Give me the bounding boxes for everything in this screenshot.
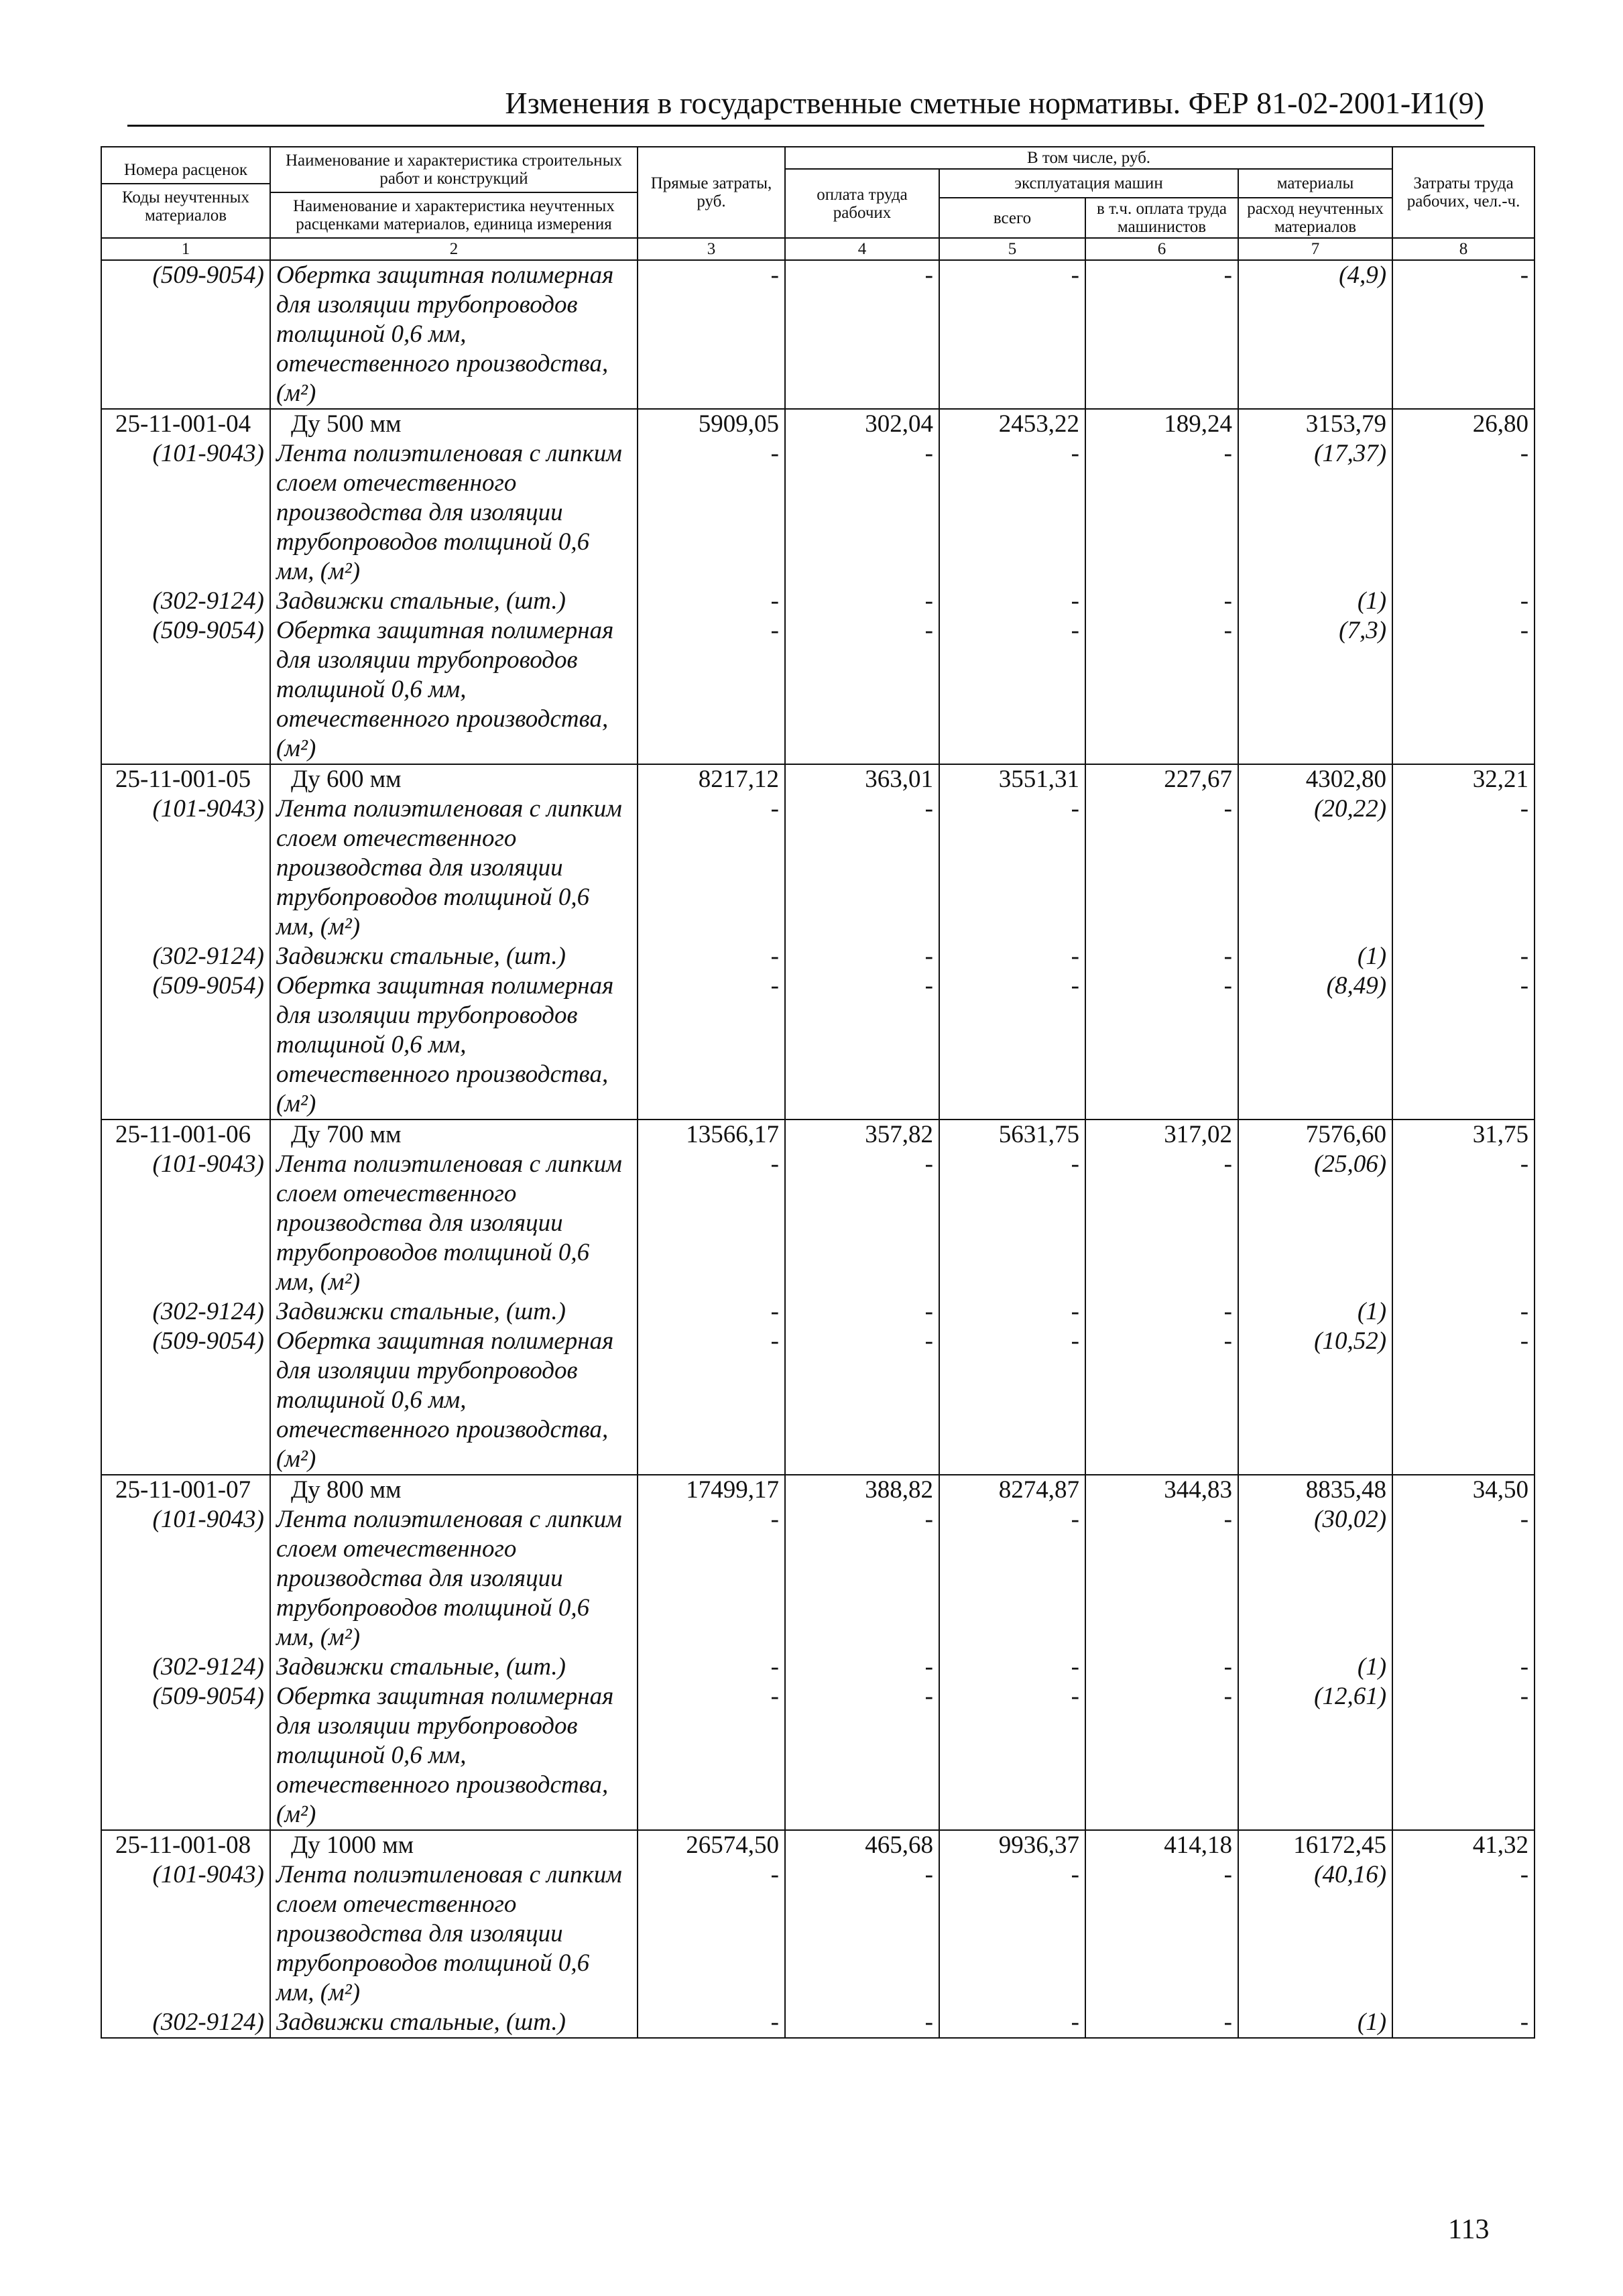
machines-total-cell: - xyxy=(939,439,1085,587)
material-row xyxy=(101,1505,1535,1652)
machinist-pay-cell: - xyxy=(1085,794,1238,942)
material-consumption-cell: (17,37) xyxy=(1238,439,1392,587)
name-cell: Задвижки стальные, (шт.) xyxy=(270,587,638,616)
labor-costs-cell: - xyxy=(1392,260,1535,409)
name-cell: Лента полиэтиленовая с липким слоем отечественного производства для изоляции трубопроводов толщиной 0,6 мм, (м²) xyxy=(270,1860,638,2008)
code-cell: (509-9054) xyxy=(101,1327,270,1475)
page-header: Изменения в государственные сметные нормативы. ФЕР 81-02-2001-И1(9) xyxy=(127,84,1484,127)
material-consumption-cell: (12,61) xyxy=(1238,1682,1392,1830)
worker-pay-cell: - xyxy=(785,2008,939,2038)
direct-costs-cell: 5909,05 xyxy=(638,409,785,439)
machinist-pay-cell: - xyxy=(1085,1327,1238,1475)
material-row xyxy=(101,439,1535,587)
name-cell: Лента полиэтиленовая с липким слоем отечественного производства для изоляции трубопроводов толщиной 0,6 мм, (м²) xyxy=(270,439,638,587)
machinist-pay-cell: - xyxy=(1085,1150,1238,1297)
labor-costs-cell: 32,21 xyxy=(1392,764,1535,794)
rate-row xyxy=(101,1475,1535,1505)
header-materials: материалы xyxy=(1238,169,1392,198)
direct-costs-cell: - xyxy=(638,2008,785,2038)
machines-total-cell: - xyxy=(939,942,1085,971)
material-consumption-cell: 3153,79 xyxy=(1238,409,1392,439)
material-row xyxy=(101,1327,1535,1475)
machines-total-cell: - xyxy=(939,1682,1085,1830)
machines-total-cell: 8274,87 xyxy=(939,1475,1085,1505)
code-cell: (101-9043) xyxy=(101,794,270,942)
table-header xyxy=(101,147,1535,260)
material-consumption-cell: 16172,45 xyxy=(1238,1830,1392,1860)
code-cell: 25-11-001-06 xyxy=(101,1120,270,1150)
name-cell: Лента полиэтиленовая с липким слоем отечественного производства для изоляции трубопроводов толщиной 0,6 мм, (м²) xyxy=(270,1150,638,1297)
labor-costs-cell: - xyxy=(1392,616,1535,764)
material-consumption-cell: (1) xyxy=(1238,587,1392,616)
worker-pay-cell: 465,68 xyxy=(785,1830,939,1860)
name-cell: Обертка защитная полимерная для изоляции трубопроводов толщиной 0,6 мм, отечественного производства, (м²) xyxy=(270,1682,638,1830)
material-row xyxy=(101,1652,1535,1682)
code-cell: (302-9124) xyxy=(101,587,270,616)
labor-costs-cell: - xyxy=(1392,1860,1535,2008)
direct-costs-cell: - xyxy=(638,1860,785,2008)
header-material-codes: Коды неучтенных материалов xyxy=(122,188,249,225)
column-number: 2 xyxy=(270,238,638,260)
worker-pay-cell: - xyxy=(785,1860,939,2008)
worker-pay-cell: - xyxy=(785,942,939,971)
material-row xyxy=(101,794,1535,942)
header-col2 xyxy=(270,147,638,238)
labor-costs-cell: 31,75 xyxy=(1392,1120,1535,1150)
code-cell: (509-9054) xyxy=(101,260,270,409)
material-row xyxy=(101,971,1535,1120)
machinist-pay-cell: - xyxy=(1085,1652,1238,1682)
material-consumption-cell: (1) xyxy=(1238,942,1392,971)
column-number: 5 xyxy=(939,238,1085,260)
machines-total-cell: - xyxy=(939,1652,1085,1682)
worker-pay-cell: - xyxy=(785,1327,939,1475)
material-row xyxy=(101,260,1535,409)
material-row xyxy=(101,616,1535,764)
material-row xyxy=(101,1150,1535,1297)
machines-total-cell: - xyxy=(939,1327,1085,1475)
labor-costs-cell: - xyxy=(1392,1150,1535,1297)
name-cell: Ду 500 мм xyxy=(270,409,638,439)
header-material-name: Наименование и характеристика неучтенных расценками материалов, единица измерения xyxy=(293,197,615,233)
name-cell: Обертка защитная полимерная для изоляции трубопроводов толщиной 0,6 мм, отечественного производства, (м²) xyxy=(270,616,638,764)
material-consumption-cell: 7576,60 xyxy=(1238,1120,1392,1150)
machines-total-cell: - xyxy=(939,587,1085,616)
labor-costs-cell: - xyxy=(1392,1505,1535,1652)
material-consumption-cell: (20,22) xyxy=(1238,794,1392,942)
header-labor-costs: Затраты труда рабочих, чел.-ч. xyxy=(1392,147,1535,238)
code-cell: (302-9124) xyxy=(101,1297,270,1327)
name-cell: Обертка защитная полимерная для изоляции трубопроводов толщиной 0,6 мм, отечественного производства, (м²) xyxy=(270,260,638,409)
direct-costs-cell: - xyxy=(638,1297,785,1327)
material-consumption-cell: (10,52) xyxy=(1238,1327,1392,1475)
code-cell: (509-9054) xyxy=(101,1682,270,1830)
machinist-pay-cell: - xyxy=(1085,942,1238,971)
direct-costs-cell: - xyxy=(638,942,785,971)
material-consumption-cell: (40,16) xyxy=(1238,1860,1392,2008)
labor-costs-cell: 41,32 xyxy=(1392,1830,1535,1860)
header-material-consumption: расход неучтенных материалов xyxy=(1238,198,1392,238)
column-number: 6 xyxy=(1085,238,1238,260)
worker-pay-cell: 388,82 xyxy=(785,1475,939,1505)
direct-costs-cell: - xyxy=(638,1652,785,1682)
direct-costs-cell: - xyxy=(638,971,785,1120)
direct-costs-cell: 17499,17 xyxy=(638,1475,785,1505)
direct-costs-cell: - xyxy=(638,794,785,942)
worker-pay-cell: - xyxy=(785,587,939,616)
name-cell: Ду 700 мм xyxy=(270,1120,638,1150)
code-cell: (101-9043) xyxy=(101,1150,270,1297)
direct-costs-cell: - xyxy=(638,1327,785,1475)
machines-total-cell: - xyxy=(939,794,1085,942)
rate-row xyxy=(101,409,1535,439)
material-consumption-cell: (4,9) xyxy=(1238,260,1392,409)
code-cell: (101-9043) xyxy=(101,439,270,587)
machinist-pay-cell: - xyxy=(1085,1860,1238,2008)
code-cell: (302-9124) xyxy=(101,942,270,971)
column-number: 8 xyxy=(1392,238,1535,260)
code-cell: (101-9043) xyxy=(101,1860,270,2008)
material-row xyxy=(101,587,1535,616)
material-consumption-cell: (1) xyxy=(1238,2008,1392,2038)
machinist-pay-cell: - xyxy=(1085,439,1238,587)
machinist-pay-cell: - xyxy=(1085,1505,1238,1652)
machines-total-cell: 5631,75 xyxy=(939,1120,1085,1150)
header-work-name: Наименование и характеристика строительных работ и конструкций xyxy=(271,147,637,193)
machinist-pay-cell: - xyxy=(1085,2008,1238,2038)
name-cell: Лента полиэтиленовая с липким слоем отечественного производства для изоляции трубопроводов толщиной 0,6 мм, (м²) xyxy=(270,794,638,942)
labor-costs-cell: 26,80 xyxy=(1392,409,1535,439)
column-number: 7 xyxy=(1238,238,1392,260)
labor-costs-cell: - xyxy=(1392,439,1535,587)
code-cell: 25-11-001-07 xyxy=(101,1475,270,1505)
name-cell: Задвижки стальные, (шт.) xyxy=(270,1297,638,1327)
material-row xyxy=(101,942,1535,971)
name-cell: Ду 800 мм xyxy=(270,1475,638,1505)
machinist-pay-cell: - xyxy=(1085,587,1238,616)
rate-row xyxy=(101,1120,1535,1150)
page-number: 113 xyxy=(1448,2214,1490,2245)
machinist-pay-cell: - xyxy=(1085,260,1238,409)
direct-costs-cell: - xyxy=(638,1150,785,1297)
direct-costs-cell: - xyxy=(638,439,785,587)
header-machines-total: всего xyxy=(939,198,1085,238)
machines-total-cell: - xyxy=(939,616,1085,764)
column-number: 4 xyxy=(785,238,939,260)
machinist-pay-cell: - xyxy=(1085,616,1238,764)
header-machine-operation: эксплуатация машин xyxy=(939,169,1238,198)
code-cell: (302-9124) xyxy=(101,1652,270,1682)
header-machinist-pay: в т.ч. оплата труда машинистов xyxy=(1085,198,1238,238)
material-consumption-cell: (8,49) xyxy=(1238,971,1392,1120)
material-row xyxy=(101,1860,1535,2008)
machines-total-cell: - xyxy=(939,971,1085,1120)
machines-total-cell: - xyxy=(939,1150,1085,1297)
machinist-pay-cell: - xyxy=(1085,1297,1238,1327)
worker-pay-cell: 363,01 xyxy=(785,764,939,794)
worker-pay-cell: - xyxy=(785,1297,939,1327)
name-cell: Ду 1000 мм xyxy=(270,1830,638,1860)
direct-costs-cell: 8217,12 xyxy=(638,764,785,794)
worker-pay-cell: - xyxy=(785,439,939,587)
direct-costs-cell: - xyxy=(638,260,785,409)
machinist-pay-cell: - xyxy=(1085,971,1238,1120)
name-cell: Обертка защитная полимерная для изоляции трубопроводов толщиной 0,6 мм, отечественного производства, (м²) xyxy=(270,971,638,1120)
worker-pay-cell: 302,04 xyxy=(785,409,939,439)
rate-row xyxy=(101,1830,1535,1860)
name-cell: Обертка защитная полимерная для изоляции трубопроводов толщиной 0,6 мм, отечественного производства, (м²) xyxy=(270,1327,638,1475)
code-cell: 25-11-001-04 xyxy=(101,409,270,439)
material-row xyxy=(101,1297,1535,1327)
column-number-row xyxy=(101,238,1535,260)
column-number: 1 xyxy=(101,238,270,260)
header-direct-costs: Прямые затраты, руб. xyxy=(638,147,785,238)
machinist-pay-cell: - xyxy=(1085,1682,1238,1830)
header-including-group: В том числе, руб. xyxy=(785,147,1392,169)
rate-row xyxy=(101,764,1535,794)
worker-pay-cell: - xyxy=(785,1150,939,1297)
material-consumption-cell: (25,06) xyxy=(1238,1150,1392,1297)
material-consumption-cell: (7,3) xyxy=(1238,616,1392,764)
worker-pay-cell: - xyxy=(785,971,939,1120)
worker-pay-cell: - xyxy=(785,1682,939,1830)
code-cell: (302-9124) xyxy=(101,2008,270,2038)
labor-costs-cell: - xyxy=(1392,1297,1535,1327)
worker-pay-cell: - xyxy=(785,794,939,942)
labor-costs-cell: 34,50 xyxy=(1392,1475,1535,1505)
worker-pay-cell: - xyxy=(785,616,939,764)
worker-pay-cell: - xyxy=(785,260,939,409)
name-cell: Лента полиэтиленовая с липким слоем отечественного производства для изоляции трубопроводов толщиной 0,6 мм, (м²) xyxy=(270,1505,638,1652)
worker-pay-cell: 357,82 xyxy=(785,1120,939,1150)
labor-costs-cell: - xyxy=(1392,2008,1535,2038)
machinist-pay-cell: 227,67 xyxy=(1085,764,1238,794)
labor-costs-cell: - xyxy=(1392,942,1535,971)
machinist-pay-cell: 344,83 xyxy=(1085,1475,1238,1505)
code-cell: 25-11-001-08 xyxy=(101,1830,270,1860)
direct-costs-cell: - xyxy=(638,616,785,764)
direct-costs-cell: - xyxy=(638,1682,785,1830)
machines-total-cell: - xyxy=(939,1297,1085,1327)
material-row xyxy=(101,1682,1535,1830)
material-consumption-cell: (30,02) xyxy=(1238,1505,1392,1652)
material-row xyxy=(101,2008,1535,2038)
direct-costs-cell: - xyxy=(638,1505,785,1652)
code-cell: 25-11-001-05 xyxy=(101,764,270,794)
machinist-pay-cell: 414,18 xyxy=(1085,1830,1238,1860)
direct-costs-cell: 13566,17 xyxy=(638,1120,785,1150)
name-cell: Задвижки стальные, (шт.) xyxy=(270,2008,638,2038)
code-cell: (509-9054) xyxy=(101,971,270,1120)
labor-costs-cell: - xyxy=(1392,1652,1535,1682)
code-cell: (101-9043) xyxy=(101,1505,270,1652)
rates-table xyxy=(101,146,1535,2039)
name-cell: Задвижки стальные, (шт.) xyxy=(270,942,638,971)
material-consumption-cell: (1) xyxy=(1238,1652,1392,1682)
labor-costs-cell: - xyxy=(1392,971,1535,1120)
labor-costs-cell: - xyxy=(1392,587,1535,616)
material-consumption-cell: 4302,80 xyxy=(1238,764,1392,794)
name-cell: Задвижки стальные, (шт.) xyxy=(270,1652,638,1682)
machines-total-cell: 2453,22 xyxy=(939,409,1085,439)
direct-costs-cell: 26574,50 xyxy=(638,1830,785,1860)
machines-total-cell: - xyxy=(939,2008,1085,2038)
header-rate-numbers: Номера расценок xyxy=(102,157,269,184)
material-consumption-cell: (1) xyxy=(1238,1297,1392,1327)
machines-total-cell: - xyxy=(939,260,1085,409)
labor-costs-cell: - xyxy=(1392,1682,1535,1830)
labor-costs-cell: - xyxy=(1392,794,1535,942)
code-cell: (509-9054) xyxy=(101,616,270,764)
direct-costs-cell: - xyxy=(638,587,785,616)
table-body xyxy=(101,260,1535,2038)
labor-costs-cell: - xyxy=(1392,1327,1535,1475)
machines-total-cell: 3551,31 xyxy=(939,764,1085,794)
machines-total-cell: - xyxy=(939,1860,1085,2008)
worker-pay-cell: - xyxy=(785,1505,939,1652)
machines-total-cell: - xyxy=(939,1505,1085,1652)
column-number: 3 xyxy=(638,238,785,260)
name-cell: Ду 600 мм xyxy=(270,764,638,794)
machinist-pay-cell: 189,24 xyxy=(1085,409,1238,439)
header-col1 xyxy=(101,147,270,238)
header-worker-pay: оплата труда рабочих xyxy=(785,169,939,238)
worker-pay-cell: - xyxy=(785,1652,939,1682)
material-consumption-cell: 8835,48 xyxy=(1238,1475,1392,1505)
machines-total-cell: 9936,37 xyxy=(939,1830,1085,1860)
machinist-pay-cell: 317,02 xyxy=(1085,1120,1238,1150)
